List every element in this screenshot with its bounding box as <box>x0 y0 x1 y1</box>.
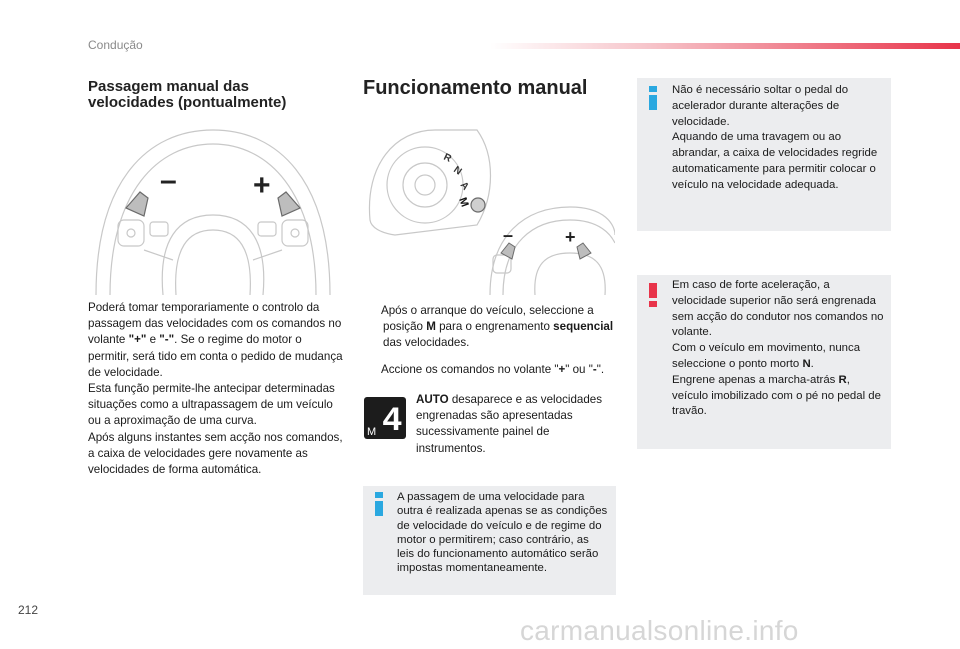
warn3-r: R <box>838 373 847 386</box>
right-info-text <box>672 83 884 194</box>
left-paragraph-1 <box>88 300 346 381</box>
right-paddle-shape <box>278 192 300 216</box>
warn3-text-a: Engrene apenas a marcha-atrás <box>672 373 839 386</box>
step-2 <box>363 362 615 378</box>
gear-letter-m: M <box>456 195 471 209</box>
para1-text-e: e <box>146 333 160 347</box>
middle-info-text: A passagem de uma velocidade para outra é realizada apenas se as condições de velocidade do veículo e de regime do motor o permitirem; caso contrário, as leis do funcionamento automático serão impostas momentaneamente. <box>397 491 608 575</box>
left-title-line2: velocidades (pontualmente) <box>88 94 287 111</box>
gear-letter-r: R <box>441 151 453 165</box>
right-info-paragraph-2: Aquando de uma travagem ou ao abrandar, a caixa de velocidades regride automaticamente para permitir colocar o veículo na velocidade adequada. <box>672 131 878 191</box>
info-icon <box>647 86 659 110</box>
right-info-paragraph-1: Não é necessário soltar o pedal do acelerador durante alterações de velocidade. <box>672 84 849 128</box>
step1-seq: sequencial <box>553 320 614 334</box>
lcd-mode-letter: M <box>367 426 377 438</box>
step-1 <box>363 303 615 352</box>
warn2-text-a: Com o veículo em movimento, nunca seleccione o ponto morto <box>672 342 861 370</box>
step2-minus: - <box>592 362 597 376</box>
auto-description <box>416 392 616 457</box>
gear-selector-and-wheel-illustration <box>365 125 615 295</box>
left-paragraph-2: Esta função permite-lhe antecipar determinadas situações como a ultrapassagem de um veículo ou a aproximação de uma curva. <box>88 382 335 428</box>
left-paragraph-3: Após alguns instantes sem acção nos comandos, a caixa de velocidades gere novamente as velocidades de forma automática. <box>88 430 343 477</box>
right-warning-text <box>672 278 884 420</box>
instrument-display-icon <box>364 397 406 439</box>
para1-text-a: Poderá tomar temporariamente o controlo da passagem das velocidades com os comandos no volante <box>88 301 342 347</box>
step2-text-c: ". <box>596 362 605 376</box>
right-info-box <box>637 78 891 231</box>
header-accent-bar <box>490 43 960 49</box>
warn3-text-b: , veículo imobilizado com o pé no pedal de travão. <box>672 373 881 418</box>
warn2-n: N <box>802 357 811 370</box>
step1-text-c: das velocidades. <box>383 336 470 350</box>
para1-plus: "+" <box>128 333 147 347</box>
gear-letter-n: N <box>451 164 464 178</box>
warning-paragraph-1: Em caso de forte aceleração, a velocidade superior não será engrenada sem acção do condutor nos comandos no volante. <box>672 279 884 339</box>
auto-text: desaparece e as velocidades engrenadas são apresentadas sucessivamente painel de instrumentos. <box>416 393 603 455</box>
lcd-gear-number: 4 <box>382 403 403 439</box>
step2-text-a: Accione os comandos no volante " <box>381 362 559 376</box>
step1-m: M <box>426 320 436 334</box>
left-body-text <box>88 300 346 478</box>
para1-minus: "-" <box>159 333 175 347</box>
auto-label: AUTO <box>416 393 449 406</box>
info-icon <box>373 492 385 516</box>
step1-text-a: Após o arranque do veículo, seleccione a posição <box>381 304 594 334</box>
step1-text-b: para o engrenamento <box>435 320 554 334</box>
warning-paragraph-3 <box>672 373 884 420</box>
warning-exclamation-icon <box>647 283 659 307</box>
wheel-minus-label: – <box>160 164 177 197</box>
step2-plus: + <box>558 362 566 376</box>
middle-steps <box>363 303 615 384</box>
watermark: carmanualsonline.info <box>520 615 799 646</box>
wheel-plus-label: + <box>253 169 271 202</box>
warning-paragraph-2 <box>672 341 884 373</box>
step2-text-b: " ou " <box>565 362 593 376</box>
left-section-title <box>88 79 348 111</box>
para1-text-b: . Se o regime do motor o permitir, será tido em conta o pedido de mudança de velocidade. <box>88 333 343 379</box>
gear-knob-shape <box>471 198 485 212</box>
section-title: Condução <box>88 38 143 52</box>
left-paddle-shape <box>126 192 148 216</box>
middle-section-title: Funcionamento manual <box>363 77 588 99</box>
left-title-line1: Passagem manual das <box>88 78 249 95</box>
small-wheel-plus-label: + <box>565 227 576 247</box>
middle-info-box <box>363 486 616 595</box>
gear-letter-a: A <box>457 179 471 193</box>
warn2-text-b: . <box>810 357 814 370</box>
small-wheel-minus-label: – <box>503 225 514 245</box>
right-warning-box <box>637 275 891 449</box>
page-number: 212 <box>18 603 39 617</box>
steering-wheel-paddles-illustration <box>88 120 338 295</box>
